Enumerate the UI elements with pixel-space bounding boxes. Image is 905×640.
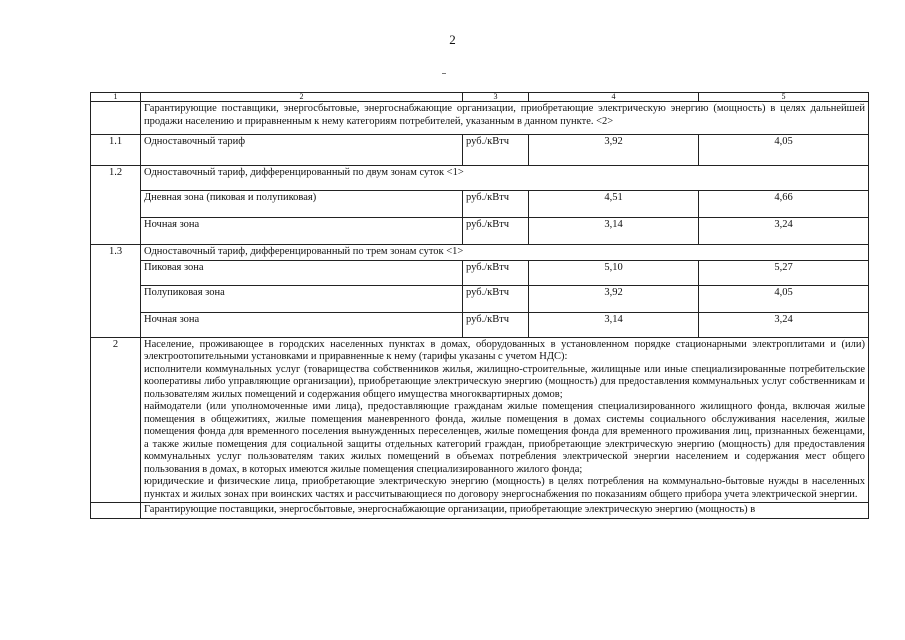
continuation-text: Гарантирующие поставщики, энергосбытовые, энергоснабжающие организации, приобретающие электрическую энергию (мощность) в [141, 503, 869, 519]
tariff-table [90, 92, 869, 519]
row-value-2: 5,27 [699, 260, 869, 285]
row-name: Одноставочный тариф [141, 135, 463, 166]
row-unit: руб./кВтч [463, 191, 529, 218]
col-3-header: 3 [463, 93, 529, 102]
row-name: Пиковая зона [141, 260, 463, 285]
table-row-1-3-night [91, 312, 869, 337]
row-name: Ночная зона [141, 312, 463, 337]
row-value-1: 3,14 [529, 218, 699, 245]
row-number: 1.3 [91, 245, 141, 338]
row-number: 1.2 [91, 166, 141, 245]
row-value-2: 3,24 [699, 218, 869, 245]
col-1-header: 1 [91, 93, 141, 102]
row-2-paragraph-4: юридические и физические лица, приобретающие электрическую энергию (мощность) в целях потребления на коммунально-бытовые нужды в населенных пунктах и жилых зонах при воинских частях и рассчитывающиеся по договору энергоснабжения по показаниям общего прибора учета электрической энергии. [144, 476, 865, 500]
row-name: Полупиковая зона [141, 285, 463, 312]
row-value-2: 4,05 [699, 135, 869, 166]
row-unit: руб./кВтч [463, 260, 529, 285]
row-name: Ночная зона [141, 218, 463, 245]
row-unit: руб./кВтч [463, 135, 529, 166]
row-unit: руб./кВтч [463, 218, 529, 245]
table-row-1-2-day [91, 191, 869, 218]
row-value-2: 4,66 [699, 191, 869, 218]
row-value-2: 3,24 [699, 312, 869, 337]
col-5-header: 5 [699, 93, 869, 102]
row-2-paragraph-3: наймодатели (или уполномоченные ими лица), предоставляющие гражданам жилые помещения специализированного жилищного фонда, включая жилые помещения в общежитиях, жилые помещения маневренного фонда, жилые помещения в домах системы социального обслуживания населения, жилые помещения фонда для временного поселения вынужденных переселенцев, жилые помещения фонда для временного проживания лиц, признанных беженцами, а также жилые помещения для социальной защиты отдельных категорий граждан, приобретающие электрическую энергию (мощность) для предоставления коммунальных услуг пользователям таких жилых помещений в объемах потребления электрической энергии населением и содержания мест общего пользования в домах, в которых имеются жилые помещения специализированного жилого фонда; [144, 401, 865, 475]
row-title: Одноставочный тариф, дифференцированный по двум зонам суток <1> [141, 166, 869, 191]
row-value-1: 5,10 [529, 260, 699, 285]
table-row-1-2-night [91, 218, 869, 245]
row-number: 2 [91, 337, 141, 503]
intro-text: Гарантирующие поставщики, энергосбытовые, энергоснабжающие организации, приобретающие электрическую энергию (мощность) в целях дальнейшей продажи населению и приравненным к нему категориям потребителей, указанным в данном пункте. <2> [141, 102, 869, 135]
row-value-2: 4,05 [699, 285, 869, 312]
row-name: Дневная зона (пиковая и полупиковая) [141, 191, 463, 218]
row-2-paragraph-2: исполнители коммунальных услуг (товарищества собственников жилья, жилищно-строительные, жилищные или иные специализированные потребительские кооперативы либо управляющие организации), приобретающие электрическую энергию (мощность) для предоставления коммунальных услуг собственникам и пользователям жилых помещений и содержания общего имущества многоквартирных домов; [144, 363, 865, 400]
table-row-continuation [91, 503, 869, 519]
row-title: Одноставочный тариф, дифференцированный по трем зонам суток <1> [141, 245, 869, 261]
table-row-1-3-halfpeak [91, 285, 869, 312]
scan-mark [442, 73, 446, 74]
table-row-1-1 [91, 135, 869, 166]
row-value-1: 3,92 [529, 285, 699, 312]
row-value-1: 4,51 [529, 191, 699, 218]
row-2-description [141, 337, 869, 503]
table-row-1-3-title [91, 245, 869, 261]
col-2-header: 2 [141, 93, 463, 102]
table-row-1-3-peak [91, 260, 869, 285]
row-value-1: 3,14 [529, 312, 699, 337]
row-number: 1.1 [91, 135, 141, 166]
row-value-1: 3,92 [529, 135, 699, 166]
col-4-header: 4 [529, 93, 699, 102]
page-number: 2 [449, 32, 456, 47]
table-header-row [91, 93, 869, 102]
table-row-2 [91, 337, 869, 503]
row-unit: руб./кВтч [463, 285, 529, 312]
table-row-1-2-title [91, 166, 869, 191]
intro-row [91, 102, 869, 135]
row-unit: руб./кВтч [463, 312, 529, 337]
row-2-paragraph-1: Население, проживающее в городских населенных пунктах в домах, оборудованных в установленном порядке стационарными электроплитами и (или) электроотопительными установками и приравненные к нему (тарифы указаны с учетом НДС): [144, 338, 865, 362]
